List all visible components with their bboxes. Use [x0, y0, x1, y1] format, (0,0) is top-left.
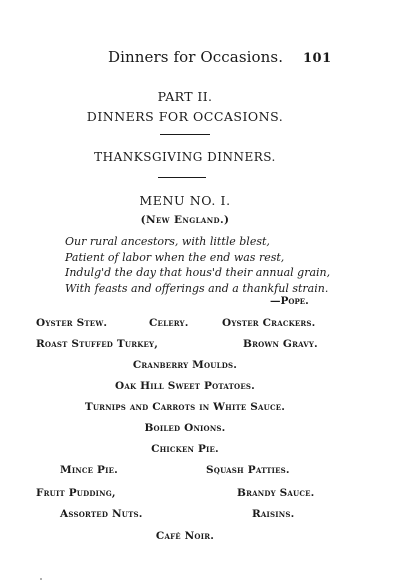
section-divider-rule [160, 134, 210, 135]
poem-line: Indulg'd the day that hous'd their annual grain, [65, 266, 331, 279]
menu-item-fruit-pudding: Fruit Pudding, [36, 487, 116, 499]
part-title: PART II. [157, 89, 213, 104]
poem-line: Patient of labor when the end was rest, [65, 250, 285, 264]
menu-title: MENU NO. I. [139, 193, 231, 208]
menu-item-brown-gravy: Brown Gravy. [243, 338, 318, 350]
section-title: DINNERS FOR OCCASIONS. [86, 109, 284, 124]
running-header-title: Dinners for Occasions. [108, 48, 284, 66]
menu-item-squash-patties: Squash Patties. [206, 464, 290, 476]
menu-item-celery: Celery. [149, 317, 189, 329]
scan-speck [40, 578, 42, 580]
menu-item-raisins: Raisins. [252, 508, 295, 520]
page-number: 101 [303, 51, 332, 66]
menu-item-cranberry-moulds: Cranberry Moulds. [132, 359, 238, 371]
poem-attribution: —Pope. [270, 295, 309, 307]
menu-item-mince-pie: Mince Pie. [60, 464, 119, 476]
menu-item-boiled-onions: Boiled Onions. [144, 422, 226, 434]
menu-item-cafe-noir: Café Noir. [155, 530, 215, 542]
subsection-title: THANKSGIVING DINNERS. [94, 150, 276, 164]
menu-region: (New England.) [140, 214, 230, 226]
menu-item-assorted-nuts: Assorted Nuts. [60, 508, 143, 520]
menu-item-oyster-stew: Oyster Stew. [36, 317, 108, 329]
menu-item-roast-turkey: Roast Stuffed Turkey, [36, 338, 159, 350]
epigraph-poem [65, 234, 330, 296]
menu-item-chicken-pie: Chicken Pie. [151, 443, 219, 455]
menu-divider-rule [158, 177, 206, 178]
poem-line: With feasts and offerings and a thankful strain. [65, 281, 329, 295]
poem-line: Our rural ancestors, with little blest, [65, 235, 270, 248]
menu-item-brandy-sauce: Brandy Sauce. [237, 487, 315, 499]
menu-item-sweet-potatoes: Oak Hill Sweet Potatoes. [114, 380, 255, 392]
menu-item-oyster-crackers: Oyster Crackers. [222, 317, 316, 329]
menu-item-turnips-carrots: Turnips and Carrots in White Sauce. [84, 401, 286, 413]
